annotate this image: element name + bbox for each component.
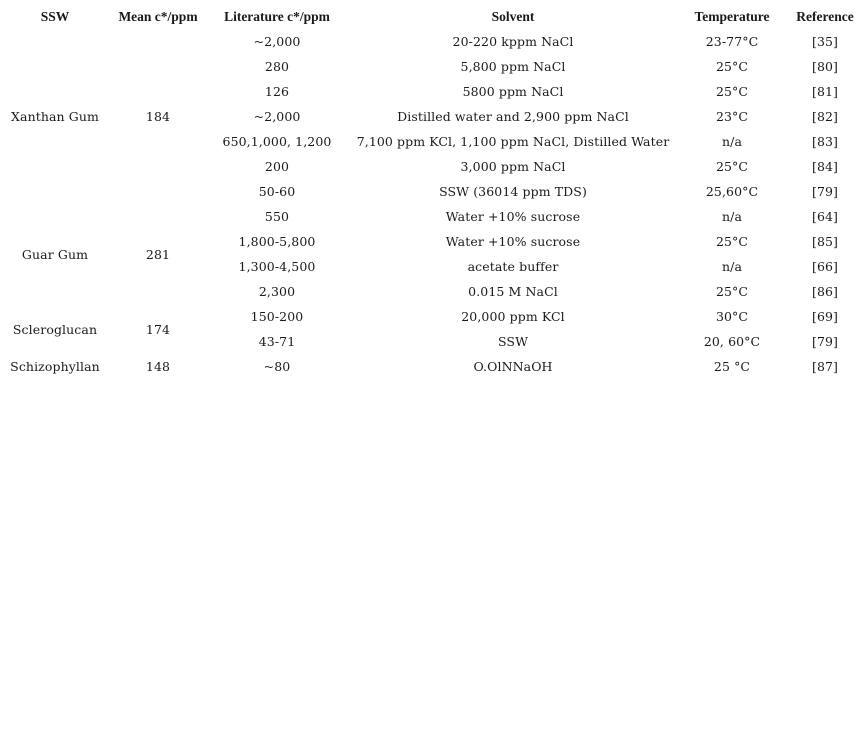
literature-value: 43-71 [258, 334, 296, 349]
literature-value: 280 [264, 59, 290, 74]
header-row [0, 4, 864, 29]
polymer-name: Xanthan Gum [11, 109, 99, 124]
polymer-name: Guar Gum [21, 246, 89, 262]
solvent-cell: Water +10% sucrose [445, 209, 581, 224]
temperature-cell: 25°C [715, 59, 749, 74]
header-literature: Literature c*/ppm [224, 8, 330, 24]
reference-cell: [86] [811, 284, 839, 299]
literature-value: 126 [264, 84, 290, 99]
solvent-cell: 7,100 ppm KCl, 1,100 ppm NaCl, Distilled Water [356, 134, 670, 149]
table-row [0, 354, 864, 379]
solvent-cell: O.OlNNaOH [473, 359, 553, 374]
solvent-cell: SSW [497, 334, 529, 349]
reference-cell: [84] [811, 159, 839, 174]
data-table [0, 4, 864, 379]
reference-cell: [81] [811, 84, 839, 99]
polymer-name: Scleroglucan [12, 321, 98, 337]
literature-value: 1,800-5,800 [238, 234, 316, 249]
reference-cell: [83] [811, 134, 839, 149]
reference-cell: [35] [811, 34, 839, 49]
solvent-cell: 0.015 M NaCl [468, 284, 558, 299]
literature-value: 200 [264, 159, 290, 174]
reference-cell: [87] [811, 359, 839, 374]
mean-value: 281 [145, 246, 171, 262]
temperature-cell: 30°C [715, 309, 749, 324]
table-row [0, 204, 864, 229]
temperature-cell: 25°C [715, 159, 749, 174]
temperature-cell: 25°C [715, 284, 749, 299]
table-header [0, 4, 864, 29]
literature-value: 150-200 [250, 309, 304, 324]
solvent-cell: acetate buffer [467, 259, 559, 274]
temperature-cell: n/a [721, 134, 742, 149]
mean-value: 148 [145, 359, 171, 374]
reference-cell: [69] [811, 309, 839, 324]
table-row [0, 304, 864, 329]
temperature-cell: 20, 60°C [703, 334, 761, 349]
solvent-cell: 5,800 ppm NaCl [460, 59, 566, 74]
temperature-cell: 23°C [715, 109, 749, 124]
temperature-cell: 25°C [715, 84, 749, 99]
solvent-cell: Water +10% sucrose [445, 234, 581, 249]
reference-cell: [66] [811, 259, 839, 274]
reference-cell: [79] [811, 334, 839, 349]
literature-value: ~80 [263, 359, 291, 374]
temperature-cell: 25 °C [713, 359, 751, 374]
reference-cell: [64] [811, 209, 839, 224]
header-solvent: Solvent [491, 8, 535, 24]
solvent-cell: Distilled water and 2,900 ppm NaCl [397, 109, 629, 124]
solvent-cell: 20-220 kppm NaCl [452, 34, 574, 49]
temperature-cell: 25°C [715, 234, 749, 249]
temperature-cell: n/a [721, 209, 742, 224]
header-ssw: SSW [40, 8, 70, 24]
temperature-cell: 23-77°C [705, 34, 759, 49]
literature-value: ~2,000 [253, 109, 301, 124]
header-temperature: Temperature [694, 8, 770, 24]
solvent-cell: 5800 ppm NaCl [462, 84, 564, 99]
polymer-name: Schizophyllan [10, 359, 100, 374]
solvent-cell: 3,000 ppm NaCl [460, 159, 566, 174]
temperature-cell: 25,60°C [705, 184, 759, 199]
reference-cell: [79] [811, 184, 839, 199]
table-body [0, 29, 864, 379]
literature-value: 650,1,000, 1,200 [222, 134, 332, 149]
header-mean: Mean c*/ppm [118, 8, 198, 24]
solvent-cell: SSW (36014 ppm TDS) [439, 184, 587, 199]
solvent-cell: 20,000 ppm KCl [461, 309, 565, 324]
literature-value: 2,300 [258, 284, 296, 299]
reference-cell: [85] [811, 234, 839, 249]
literature-value: ~2,000 [253, 34, 301, 49]
header-reference: Reference [796, 8, 854, 24]
literature-value: 550 [264, 209, 290, 224]
literature-value: 50-60 [258, 184, 296, 199]
reference-cell: [82] [811, 109, 839, 124]
literature-value: 1,300-4,500 [238, 259, 316, 274]
mean-value: 184 [145, 109, 171, 124]
temperature-cell: n/a [721, 259, 742, 274]
mean-value: 174 [145, 321, 171, 337]
reference-cell: [80] [811, 59, 839, 74]
table-row [0, 29, 864, 54]
